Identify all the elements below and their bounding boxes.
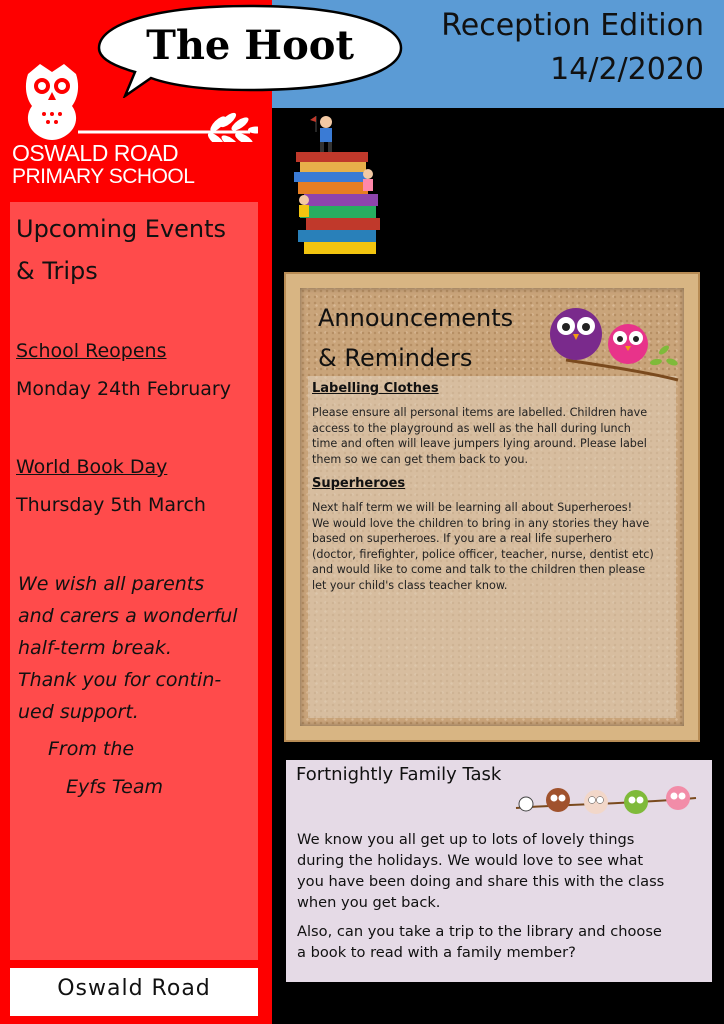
book-stack-icon	[290, 112, 390, 258]
body-line: (doctor, firefighter, police officer, teacher, nurse, dentist etc)	[312, 547, 654, 561]
task-line: a book to read with a family member?	[297, 944, 576, 961]
event-date: Thursday 5th March	[16, 494, 206, 516]
body-line: based on superheroes. If you are a real life superhero	[312, 532, 612, 545]
event-name: School Reopens	[16, 340, 167, 362]
body-line: and would like to come and talk to the children then please	[312, 563, 646, 576]
event-name: World Book Day	[16, 456, 168, 478]
signoff-line1: From the	[48, 738, 135, 760]
message-line: We wish all parents	[18, 573, 205, 595]
message-line: half-term break.	[18, 637, 172, 659]
family-task-paragraph	[297, 829, 707, 913]
family-task-title: Fortnightly Family Task	[296, 764, 502, 785]
task-line: when you get back.	[297, 894, 441, 911]
events-title	[16, 208, 256, 292]
task-line: during the holidays. We would love to see what	[297, 852, 644, 869]
message-line: ued support.	[18, 701, 139, 723]
body-line: Please ensure all personal items are labelled. Children have	[312, 406, 648, 419]
school-owl-logo-icon	[18, 62, 258, 142]
body-line: access to the playground as well as the hall during lunch	[312, 421, 631, 435]
message-line: Thank you for contin-	[18, 669, 222, 691]
task-line: We know you all get up to lots of lovely things	[297, 831, 635, 848]
task-line: Also, can you take a trip to the library and choose	[297, 923, 662, 940]
footer-text: Oswald Road	[57, 976, 211, 1001]
section-body	[312, 500, 676, 593]
holiday-message	[18, 568, 258, 728]
task-line: you have been doing and share this with the class	[297, 873, 665, 890]
school-name	[12, 142, 194, 188]
school-name-line1: OSWALD ROAD	[12, 140, 179, 166]
section-body	[312, 405, 676, 467]
event-date: Monday 24th February	[16, 378, 231, 400]
section-heading: Superheroes	[312, 476, 406, 491]
events-title-line2: & Trips	[16, 257, 98, 285]
announcements-title-line2: & Reminders	[318, 344, 473, 372]
edition-date: 14/2/2020	[550, 52, 704, 87]
body-line: time and often will leave jumpers lying around. Please label	[312, 437, 647, 450]
body-line: them so we can get them back to you.	[312, 452, 529, 466]
newsletter-title: The Hoot	[146, 22, 354, 69]
section-heading: Labelling Clothes	[312, 381, 439, 396]
edition-block	[441, 4, 704, 92]
body-line: Next half term we will be learning all about Superheroes!	[312, 501, 633, 514]
message-line: and carers a wonderful	[18, 605, 238, 627]
events-title-line1: Upcoming Events	[16, 215, 227, 243]
edition-label: Reception Edition	[441, 8, 704, 43]
announcements-title	[318, 298, 513, 378]
announcements-title-line1: Announcements	[318, 304, 514, 332]
body-line: We would love the children to bring in any stories they have	[312, 516, 650, 530]
school-name-line2: PRIMARY SCHOOL	[12, 165, 195, 188]
signoff-line2: Eyfs Team	[66, 776, 163, 798]
owls-row-icon	[514, 784, 698, 824]
family-task-paragraph	[297, 921, 707, 963]
owls-branch-icon	[546, 300, 682, 384]
body-line: let your child's class teacher know.	[312, 578, 508, 592]
